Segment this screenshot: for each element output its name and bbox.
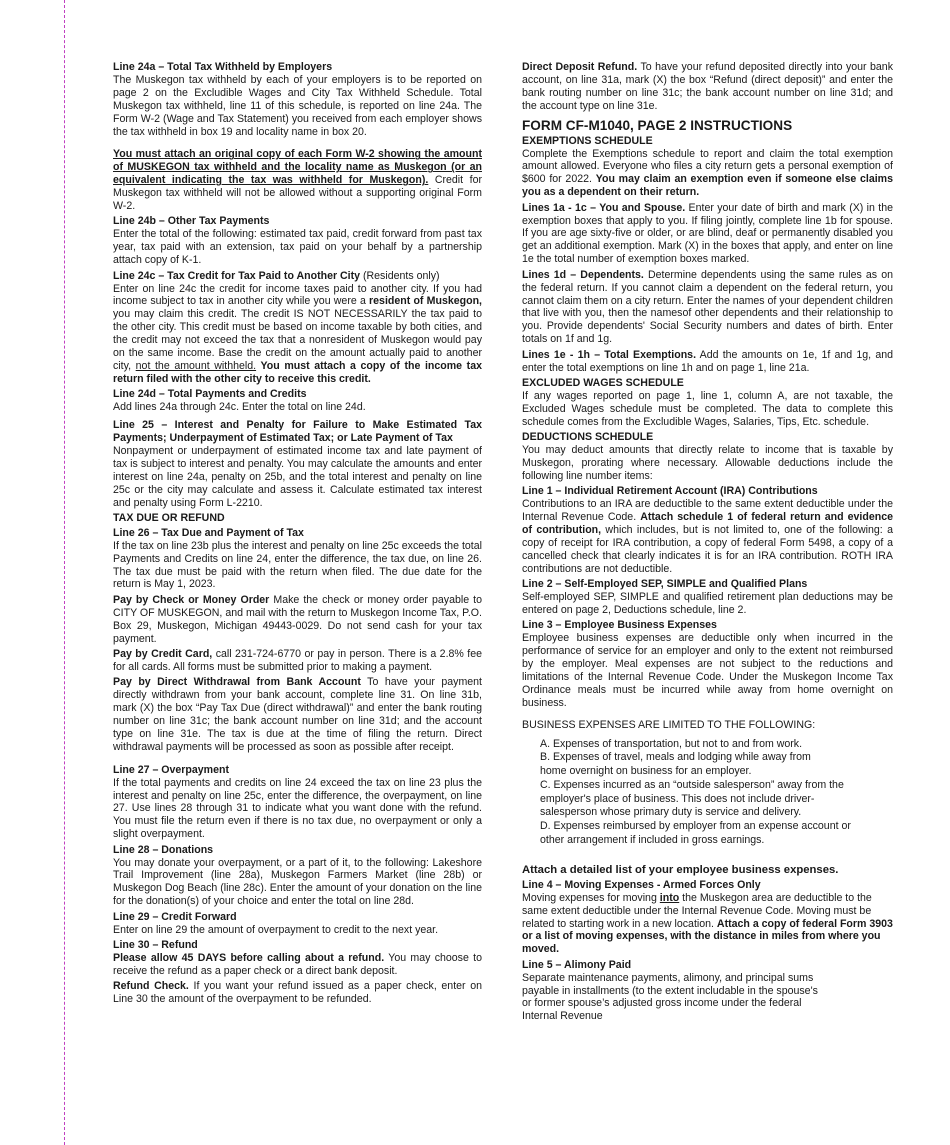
list-item: home overnight on business for an employer. <box>540 765 752 778</box>
deductions-heading: DEDUCTIONS SCHEDULE <box>522 431 654 444</box>
line-29-text: Enter on line 29 the amount of overpayment to credit to the next year. <box>113 923 439 936</box>
line-25-text: Nonpayment or underpayment of estimated income tax and late payment of tax is subject to interest and penalty. You may calculate the amounts and enter interest on line 24a, penalty on 25b, and the total interest and penalty on line 25c or the city may calculate and assess it. Calculate estimated tax interest and penalty using Form L-2210. <box>113 444 482 509</box>
deduction-line-5-text <box>522 972 893 1024</box>
list-item: salesperson whose primary duty is service and delivery. <box>540 806 802 819</box>
left-column <box>113 61 482 1009</box>
line-24a-heading: Line 24a – Total Tax Withheld by Employers <box>113 61 333 73</box>
excluded-wages-text: If any wages reported on page 1, line 1, column A, are not taxable, the Excluded Wages schedule must be completed. The data to complete this schedule comes from the Excludible Wages, Salaries, Tips, Etc. schedule. <box>522 389 893 428</box>
refund-check-text: Refund Check. If you want your refund issued as a paper check, enter on Line 30 the amount of the overpayment to be refunded. <box>113 980 482 1006</box>
line-26-text: If the tax on line 23b plus the interest and penalty on line 25c exceeds the total Payments and Credits on line 24, enter the difference, the tax due, on line 26. The tax due must be paid with the return when filed. The due date for the return is May 1, 2023. <box>113 539 482 591</box>
line-24d-text: Add lines 24a through 24c. Enter the total on line 24d. <box>113 401 366 414</box>
alimony-text-line: Separate maintenance payments, alimony, and principal sums <box>522 971 814 984</box>
alimony-text-line: payable in installments (to the extent includable in the spouse's <box>522 984 818 997</box>
direct-deposit-text: Direct Deposit Refund. To have your refund deposited directly into your bank account, on line 31a, mark (X) the box “Refund (direct deposit)” and enter the bank routing number on line 31c; the bank account number on line 31d; and the account type on line 31e. <box>522 61 893 112</box>
lines-1d-text: Lines 1d – Dependents. Determine dependents using the same rules as on the federal return. If you cannot claim a dependent on the federal return, you cannot claim them on a city return. Enter the names of your dependent children that live with you, then the namesof other dependents and their relationship to you. Provide dependents' Social Security numbers and dates of birth. Enter totals on 1f and 1g. <box>522 268 893 346</box>
attach-list-note: Attach a detailed list of your employee business expenses. <box>522 863 839 876</box>
line-24d-heading: Line 24d – Total Payments and Credits <box>113 388 307 401</box>
residents-only-note: (Residents only) <box>360 269 440 282</box>
line-30-heading: Line 30 – Refund <box>113 939 198 951</box>
right-column <box>522 61 893 1023</box>
tax-due-heading: TAX DUE OR REFUND <box>113 511 225 524</box>
deduction-line-2-heading: Line 2 – Self-Employed SEP, SIMPLE and Qualified Plans <box>522 578 808 591</box>
deductions-text: You may deduct amounts that directly relate to income that is taxable by Muskegon, prorating where necessary. Allowable deductions include the following line number items: <box>522 443 893 482</box>
exemptions-text: Complete the Exemptions schedule to report and claim the total exemption amount allowed. Everyone who files a city return gets a personal exemption of $600 for 2022. You may claim an exemption even if someone else claims you as a dependent on their return. <box>522 147 893 199</box>
pay-by-direct-text: Pay by Direct Withdrawal from Bank Account To have your payment directly withdrawn from your bank account, complete line 31. On line 31b, mark (X) the box “Pay Tax Due (direct withdrawal)” and enter the bank routing number on line 31c; the bank account number on line 31d; and the account type on line 31e. The tax is due at the time of filing the return. Direct withdrawal payments will be processed as soon as possible after receipt. <box>113 676 482 753</box>
deduction-line-2-text: Self-employed SEP, SIMPLE and qualified retirement plan deductions may be entered on page 2, Deductions schedule, line 2. <box>522 590 893 616</box>
exemptions-heading: EXEMPTIONS SCHEDULE <box>522 134 653 147</box>
lines-1a-1c-text: Lines 1a - 1c – You and Spouse. Enter your date of birth and mark (X) in the exemption boxes that apply to you. If filing jointly, complete line 1b for spouse. If you are age sixty-five or older, or are blind, deaf or permanently disabled you get an additional exemption. Mark (X) in the boxes that apply, and enter on line 1e the total number of exemption boxes marked. <box>522 201 893 266</box>
list-item: D. Expenses reimbursed by employer from an expense account or <box>540 820 851 833</box>
deduction-line-3-text: Employee business expenses are deductible only when incurred in the performance of service for an employer and only to the extent not reimbursed by the employer. Meal expenses are not subject to the reductions and limitations of the Internal Revenue Code. Under the Muskegon Income Tax Ordinance meals must be incurred while away from home overnight on business. <box>522 632 893 709</box>
list-item: other arrangement if included in gross earnings. <box>540 834 765 847</box>
excluded-wages-heading: EXCLUDED WAGES SCHEDULE <box>522 376 684 389</box>
line-27-text: If the total payments and credits on line 24 exceed the tax on line 23 plus the interest and penalty on line 25c, enter the difference, the overpayment, on line 27. Use lines 28 through 31 to indicate what you want done with the refund. You must file the return even if there is no tax due, no overpayment or only a slight overpayment. <box>113 776 482 841</box>
line-24b-heading: Line 24b – Other Tax Payments <box>113 215 270 228</box>
page-margin-rule <box>64 0 65 1145</box>
line-29-heading: Line 29 – Credit Forward <box>113 910 237 923</box>
w2-attach-requirement: You must attach an original copy of each Form W-2 showing the amount of MUSKEGON tax withheld and the locality name as Muskegon (or an equivalent indicating the tax was withheld for Muskegon). <box>113 148 482 187</box>
line-24a-attach-text <box>113 148 482 213</box>
alimony-text-line: or former spouse’s adjusted gross income under the federal <box>522 997 802 1010</box>
line-27-heading: Line 27 – Overpayment <box>113 763 229 776</box>
line-26-heading: Line 26 – Tax Due and Payment of Tax <box>113 526 304 539</box>
deduction-line-4-text: Moving expenses for moving into the Muskegon area are deductible to the same extent deductible under the Internal Revenue Code. Moving must be related to starting work in a new location. Attach a copy of federal Form 3903 or a list of moving expenses, with the distance in miles from where you moved. <box>522 891 893 956</box>
line-24c-text: Enter on line 24c the credit for income taxes paid to another city. If you had income subject to tax in another city while you were a resident of Muskegon, you may claim this credit. The credit IS NOT NECESSARILY the tax paid to the other city. This credit must be based on income taxable by both cities, and the credit may not exceed the tax that a nonresident of Muskegon would pay on the same income. Base the credit on the amount actually paid to another city, not the amount withheld. You must attach a copy of the income tax return filed with the other city to receive this credit. <box>113 282 482 385</box>
deduction-line-1-heading: Line 1 – Individual Retirement Account (IRA) Contributions <box>522 485 818 498</box>
w2-credit-note: Credit for Muskegon tax withheld will not be allowed without a supporting original Form W-2. <box>113 174 482 213</box>
list-item: employer's place of business. This does not include driver- <box>540 792 815 805</box>
pay-by-check-text: Pay by Check or Money Order Make the check or money order payable to CITY OF MUSKEGON, and mail with the return to Muskegon Income Tax, P.O. Box 29, Muskegon, Michigan 49443-0029. Do not send cash for your tax payment. <box>113 593 482 645</box>
line-28-heading: Line 28 – Donations <box>113 843 214 856</box>
line-24b-text: Enter the total of the following: estimated tax paid, credit forward from past tax year, tax paid with an extension, tax paid on your behalf by a partnership attach copy of K-1. <box>113 228 482 267</box>
deduction-line-5-heading: Line 5 – Alimony Paid <box>522 958 632 971</box>
business-expenses-limited-heading: BUSINESS EXPENSES ARE LIMITED TO THE FOLLOWING: <box>522 718 816 731</box>
deduction-line-4-heading: Line 4 – Moving Expenses - Armed Forces Only <box>522 878 761 891</box>
line-28-text: You may donate your overpayment, or a part of it, to the following: Lakeshore Trail Improvement (line 28a), Muskegon Farmers Market (line 28b) or Muskegon Dog Beach (line 28c). Enter the amount of your donation on the line for the donation(s) of your choice and enter the total on line 28d. <box>113 856 482 908</box>
business-expense-list <box>522 738 893 848</box>
list-item: C. Expenses incurred as an “outside salesperson” away from the <box>540 778 844 791</box>
list-item: B. Expenses of travel, meals and lodging while away from <box>540 751 811 764</box>
line-30-text: Please allow 45 DAYS before calling about a refund. You may choose to receive the refund as a paper check or a direct bank deposit. <box>113 951 482 977</box>
deduction-line-3-heading: Line 3 – Employee Business Expenses <box>522 619 717 632</box>
line-25-heading: Line 25 – Interest and Penalty for Failure to Make Estimated Tax Payments; Underpayment of Estimated Tax; or Late Payment of Tax <box>113 419 482 444</box>
form-page2-title: FORM CF-M1040, PAGE 2 INSTRUCTIONS <box>522 117 793 133</box>
pay-by-card-text: Pay by Credit Card, call 231-724-6770 or pay in person. There is a 2.8% fee for all cards. All forms must be submitted prior to making a payment. <box>113 647 482 673</box>
list-item: A. Expenses of transportation, but not to and from work. <box>540 737 803 750</box>
lines-1e-1h-text: Lines 1e - 1h – Total Exemptions. Add the amounts on 1e, 1f and 1g, and enter the total exemptions on line 1h and on page 1, line 21a. <box>522 348 893 374</box>
line-24c-heading: Line 24c – Tax Credit for Tax Paid to Another City (Residents only) <box>113 269 440 282</box>
alimony-text-line: Internal Revenue <box>522 1010 603 1023</box>
deduction-line-1-text: Contributions to an IRA are deductible to the same extent deductible under the Internal Revenue Code. Attach schedule 1 of federal return and evidence of contribution, which includes, but is not limited to, one of the following: a copy of receipt for IRA contribution, a copy of federal Form 5498, a copy of a cancelled check that clearly indicates it is for an IRA contribution. ROTH IRA contributions are not deductible. <box>522 498 893 575</box>
line-24a-text: The Muskegon tax withheld by each of your employers is to be reported on page 2 on the Excludible Wages and City Tax Withheld Schedule. Total Muskegon tax withheld, line 11 of this schedule, is reported on line 24a. The Form W-2 (Wage and Tax Statement) you received from each employer shows the tax withheld in box 19 and locality name in box 20. <box>113 73 482 138</box>
